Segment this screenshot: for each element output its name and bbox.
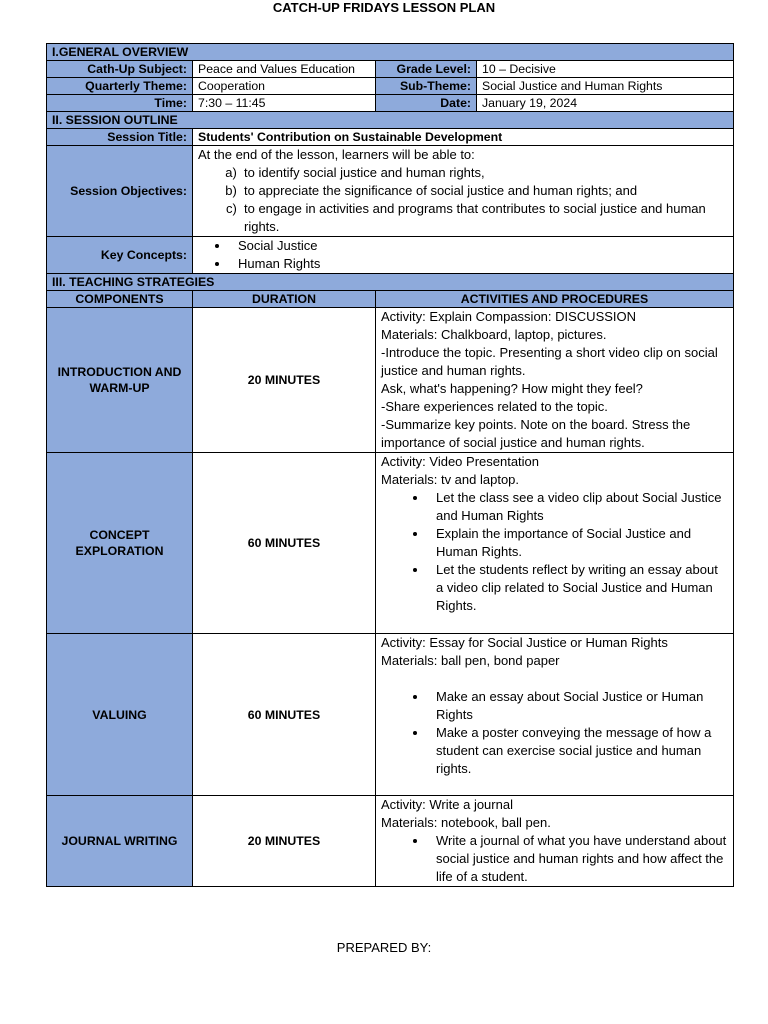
col-duration-header: DURATION xyxy=(193,291,376,308)
materials-line: Materials: Chalkboard, laptop, pictures. xyxy=(381,327,607,342)
table-row xyxy=(47,308,734,453)
activities-cell xyxy=(376,796,734,887)
prepared-by-label: PREPARED BY: xyxy=(336,940,432,955)
table-row xyxy=(47,453,734,634)
subtheme-value: Social Justice and Human Rights xyxy=(477,78,734,95)
grade-label: Grade Level: xyxy=(376,61,477,78)
col-components-header: COMPONENTS xyxy=(47,291,193,308)
activities-cell xyxy=(376,308,734,453)
component-cell: VALUING xyxy=(47,634,193,796)
date-value: January 19, 2024 xyxy=(477,95,734,112)
activity-line: Activity: Essay for Social Justice or Human Rights xyxy=(381,635,668,650)
objective-item: c. to engage in activities and programs that contributes to social justice and human rights. xyxy=(244,200,728,236)
key-concept-item: • Social Justice xyxy=(230,237,728,255)
table-row xyxy=(47,634,734,796)
col-activities-header: ACTIVITIES AND PROCEDURES xyxy=(376,291,734,308)
subject-value: Peace and Values Education xyxy=(193,61,376,78)
objectives-label: Session Objectives: xyxy=(47,146,193,237)
component-cell: INTRODUCTION AND WARM-UP xyxy=(47,308,193,453)
key-concept-item: • Human Rights xyxy=(230,255,728,273)
theme-label: Quarterly Theme: xyxy=(47,78,193,95)
table-row xyxy=(47,796,734,887)
procedure-list xyxy=(381,688,728,778)
teaching-strategies-heading: III. TEACHING STRATEGIES xyxy=(47,274,734,291)
activity-line: Activity: Write a journal xyxy=(381,797,513,812)
session-outline-heading: II. SESSION OUTLINE xyxy=(47,112,734,129)
list-item: • Explain the importance of Social Justice and Human Rights. xyxy=(428,525,728,561)
activities-cell xyxy=(376,634,734,796)
theme-value: Cooperation xyxy=(193,78,376,95)
materials-line: Materials: notebook, ball pen. xyxy=(381,815,551,830)
list-item: • Make a poster conveying the message of how a student can exercise social justice and human rights. xyxy=(428,724,728,778)
procedure-line: Ask, what's happening? How might they feel? xyxy=(381,381,643,396)
objectives-cell xyxy=(193,146,734,237)
duration-cell: 20 MINUTES xyxy=(193,308,376,453)
materials-line: Materials: tv and laptop. xyxy=(381,472,520,487)
general-overview-heading: I.GENERAL OVERVIEW xyxy=(47,44,734,61)
session-title-label: Session Title: xyxy=(47,129,193,146)
time-value: 7:30 – 11:45 xyxy=(193,95,376,112)
page-title: CATCH-UP FRIDAYS LESSON PLAN xyxy=(272,0,496,15)
activities-cell xyxy=(376,453,734,634)
activity-line: Activity: Explain Compassion: DISCUSSION xyxy=(381,309,637,324)
date-label: Date: xyxy=(376,95,477,112)
procedure-list xyxy=(381,832,728,886)
procedure-list xyxy=(381,489,728,615)
materials-line: Materials: ball pen, bond paper xyxy=(381,653,560,668)
lesson-plan-table xyxy=(46,43,734,887)
subject-label: Cath-Up Subject: xyxy=(47,61,193,78)
objectives-list xyxy=(198,164,728,236)
procedure-line: -Share experiences related to the topic. xyxy=(381,399,608,414)
activity-line: Activity: Video Presentation xyxy=(381,454,540,469)
duration-cell: 60 MINUTES xyxy=(193,634,376,796)
grade-value: 10 – Decisive xyxy=(477,61,734,78)
procedure-line: -Summarize key points. Note on the board. Stress the importance of social justice and human rights. xyxy=(381,417,691,450)
session-title-value: Students' Contribution on Sustainable Development xyxy=(193,129,734,146)
list-item: • Let the class see a video clip about Social Justice and Human Rights xyxy=(428,489,728,525)
subtheme-label: Sub-Theme: xyxy=(376,78,477,95)
list-item: • Make an essay about Social Justice or Human Rights xyxy=(428,688,728,724)
duration-cell: 20 MINUTES xyxy=(193,796,376,887)
list-item: • Let the students reflect by writing an essay about a video clip related to Social Justice and Human Rights. xyxy=(428,561,728,615)
time-label: Time: xyxy=(47,95,193,112)
key-concepts-list xyxy=(198,237,728,273)
list-item: • Write a journal of what you have understand about social justice and human rights and how affect the life of a student. xyxy=(428,832,728,886)
objectives-intro: At the end of the lesson, learners will be able to: xyxy=(198,147,475,162)
objective-item: a. to identify social justice and human rights, xyxy=(244,164,728,182)
component-cell: JOURNAL WRITING xyxy=(47,796,193,887)
key-concepts-cell xyxy=(193,237,734,274)
duration-cell: 60 MINUTES xyxy=(193,453,376,634)
key-concepts-label: Key Concepts: xyxy=(47,237,193,274)
procedure-line: -Introduce the topic. Presenting a short video clip on social justice and human rights. xyxy=(381,345,718,378)
objective-item: b. to appreciate the significance of social justice and human rights; and xyxy=(244,182,728,200)
component-cell: CONCEPT EXPLORATION xyxy=(47,453,193,634)
